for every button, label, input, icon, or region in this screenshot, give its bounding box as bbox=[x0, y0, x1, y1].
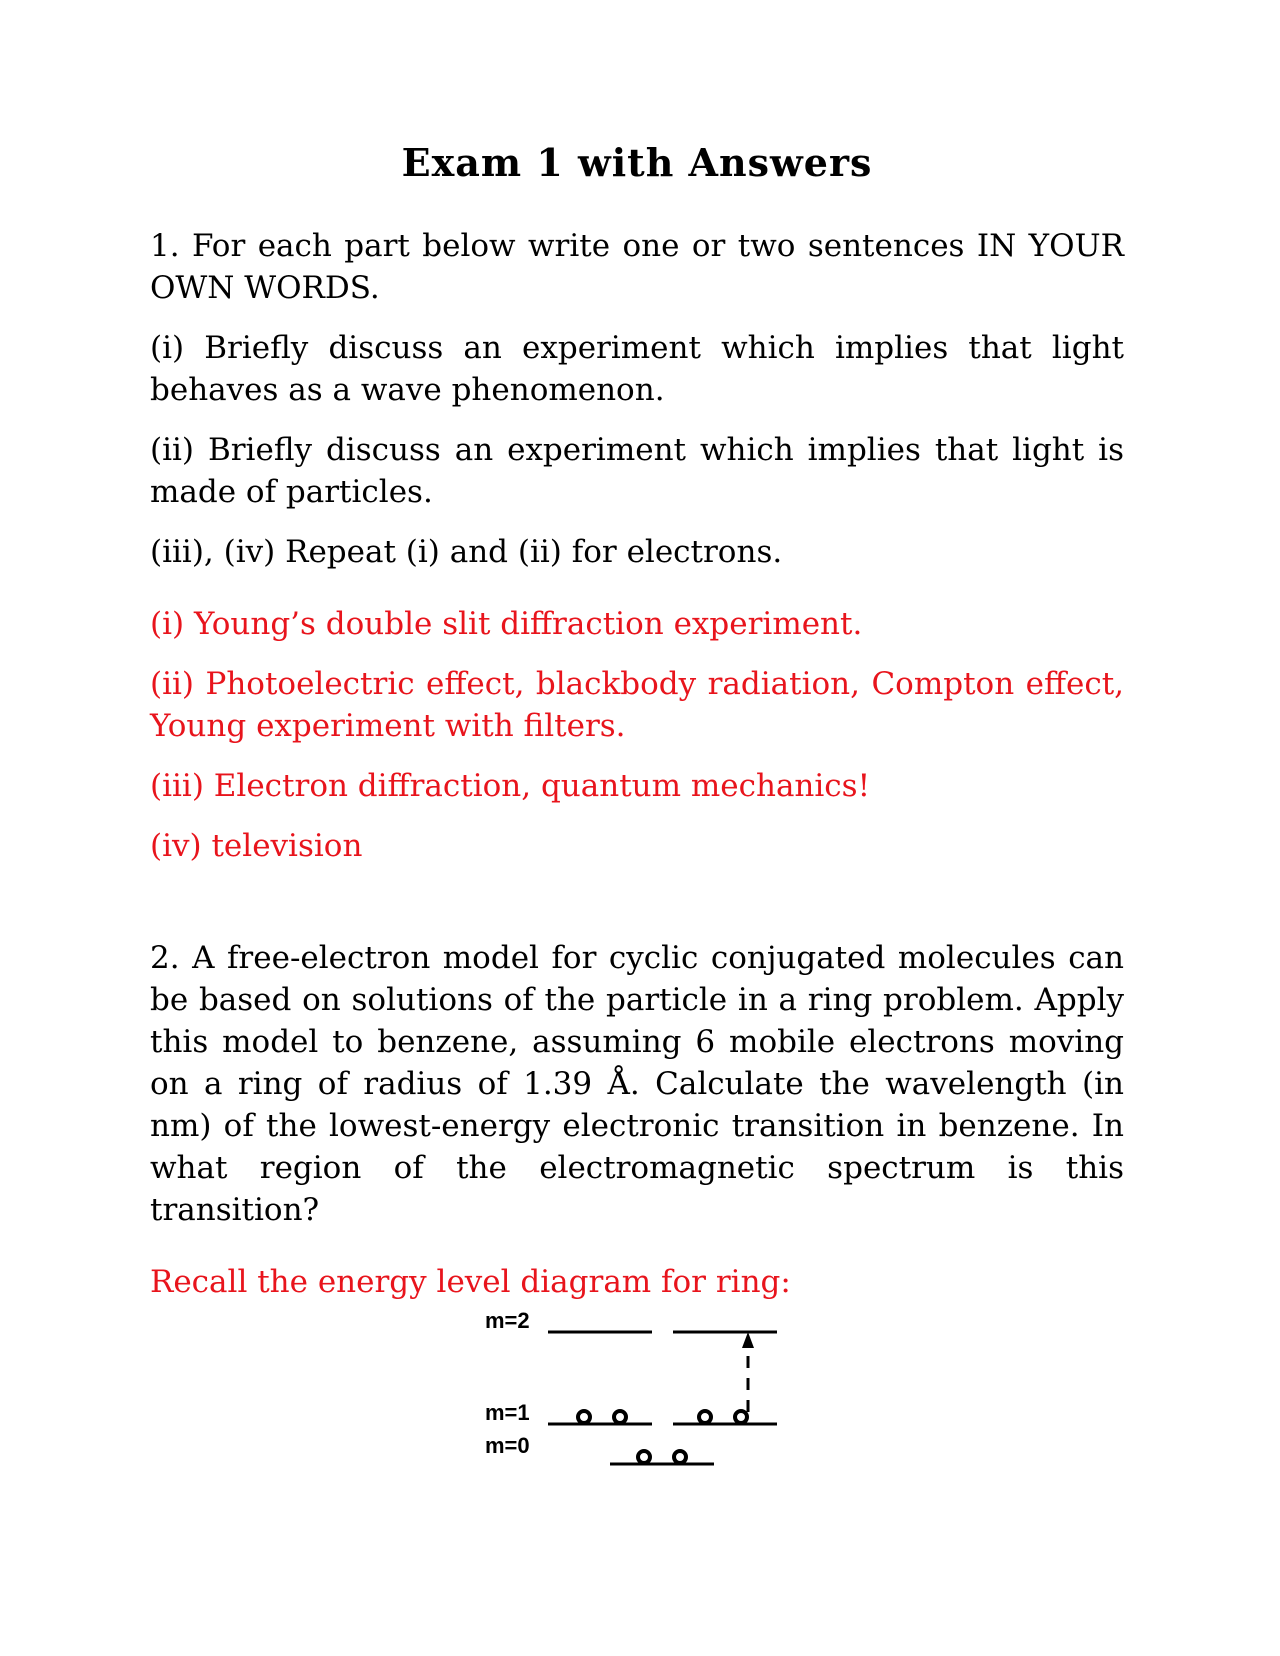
answer-1-i: (i) Young’s double slit diffraction experiment. bbox=[150, 606, 863, 642]
question-1-part-ii: (ii) Briefly discuss an experiment which implies that light is made of particles. bbox=[150, 432, 1124, 510]
page-title: Exam 1 with Answers bbox=[401, 140, 873, 185]
electron-icon bbox=[674, 1451, 686, 1463]
question-1-prompt: 1. For each part below write one or two sentences IN YOUR OWN WORDS. bbox=[150, 228, 1124, 306]
energy-level-diagram bbox=[470, 1300, 800, 1490]
electron-icon bbox=[614, 1411, 626, 1423]
question-2-prompt: 2. A free-electron model for cyclic conjugated molecules can be based on solutions of the particle in a ring problem. Apply this model to benzene, assuming 6 mobile electrons moving on a ring of radius of 1.39 Å. Calculate the wavelength (in nm) of the lowest-energy electronic transition in benzene. In what region of the electromagnetic spectrum is this transition? bbox=[150, 940, 1124, 1228]
level-label-m2: m=2 bbox=[485, 1308, 530, 1333]
answer-1-ii: (ii) Photoelectric effect, blackbody radiation, Compton effect, Young experiment with filters. bbox=[150, 666, 1124, 744]
exam-page bbox=[150, 140, 1124, 1303]
electron-icon bbox=[578, 1411, 590, 1423]
electron-icon bbox=[638, 1451, 650, 1463]
answer-1-iii: (iii) Electron diffraction, quantum mechanics! bbox=[150, 768, 871, 804]
question-1-part-iii-iv: (iii), (iv) Repeat (i) and (ii) for electrons. bbox=[150, 534, 783, 570]
electron-icon bbox=[735, 1411, 747, 1423]
question-1-part-i: (i) Briefly discuss an experiment which implies that light behaves as a wave phenomenon. bbox=[150, 330, 1124, 408]
energy-level-svg bbox=[470, 1300, 800, 1490]
electron-icon bbox=[699, 1411, 711, 1423]
answer-2-intro: Recall the energy level diagram for ring: bbox=[150, 1264, 791, 1300]
answer-1-iv: (iv) television bbox=[150, 828, 363, 864]
transition-arrow-head-icon bbox=[742, 1332, 754, 1348]
level-label-m1: m=1 bbox=[485, 1400, 530, 1425]
level-label-m0: m=0 bbox=[485, 1433, 530, 1458]
